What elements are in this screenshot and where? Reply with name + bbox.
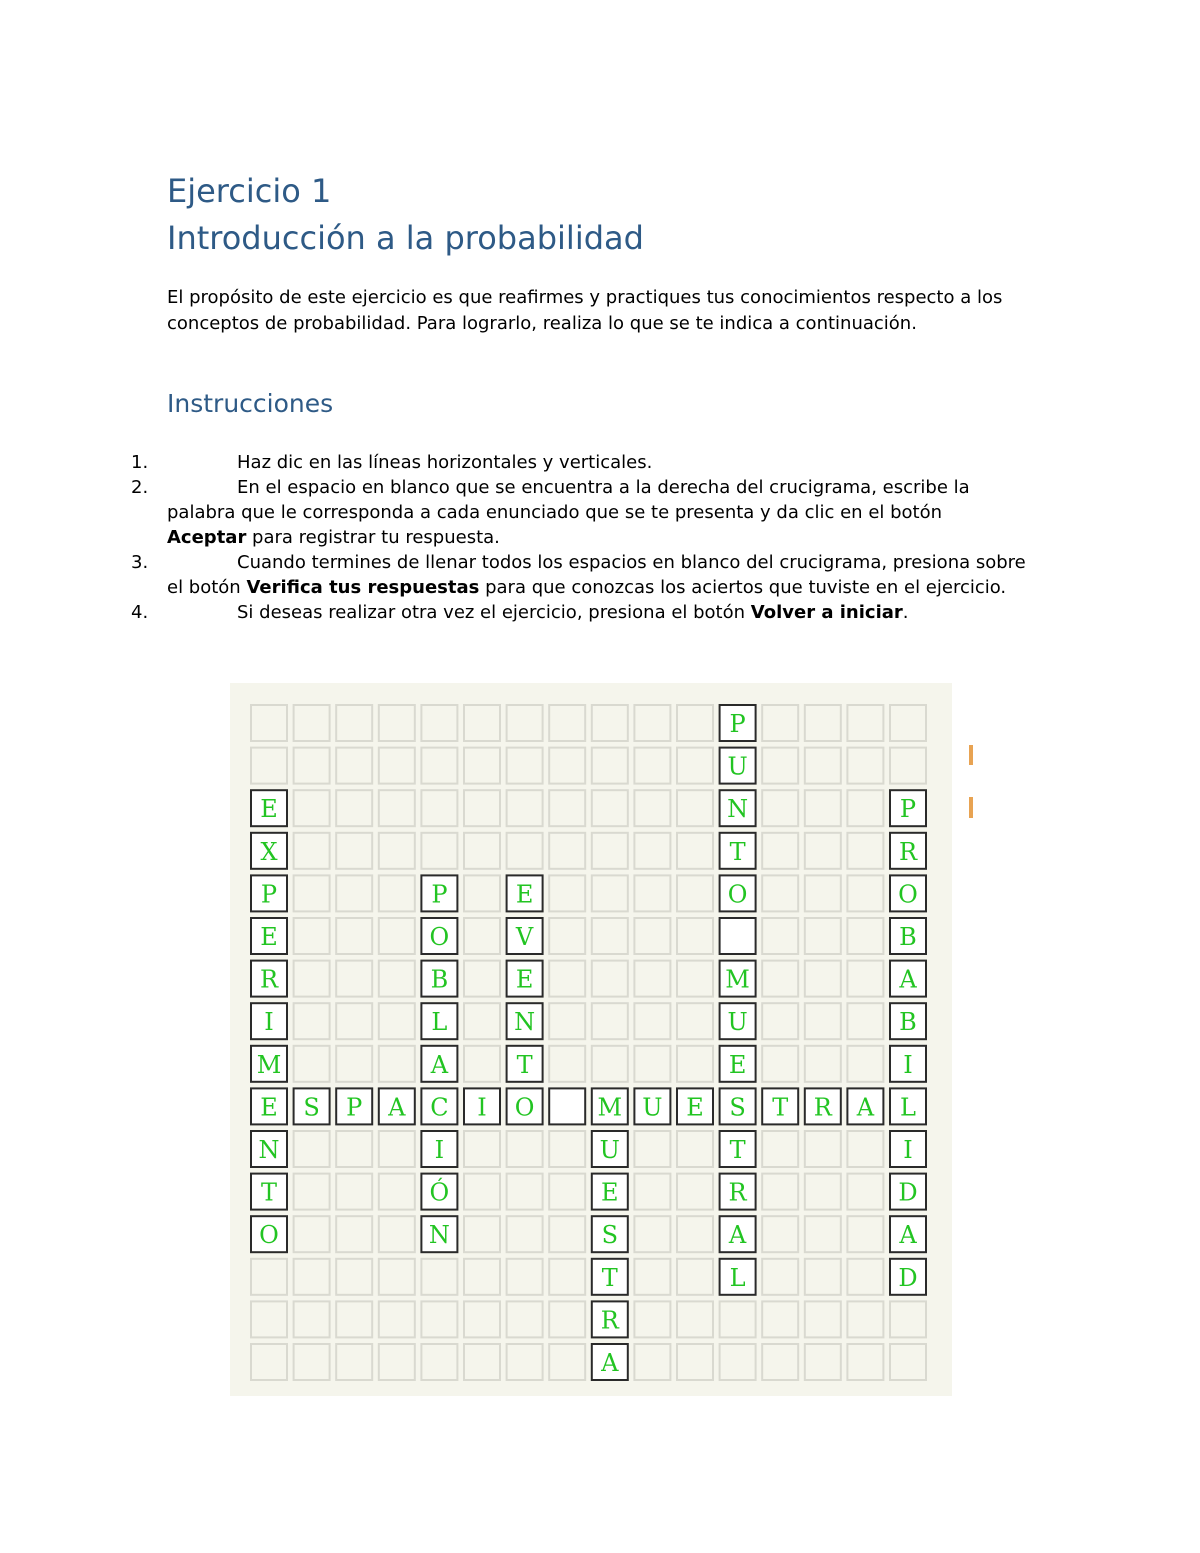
- crossword-letter: I: [264, 1008, 274, 1037]
- crossword-empty-cell[interactable]: [294, 705, 330, 741]
- crossword-empty-cell[interactable]: [634, 705, 670, 741]
- crossword-empty-cell[interactable]: [464, 875, 500, 911]
- crossword-empty-cell[interactable]: [379, 961, 415, 997]
- crossword-empty-cell[interactable]: [677, 1003, 713, 1039]
- crossword-empty-cell[interactable]: [847, 1174, 883, 1210]
- crossword-empty-cell[interactable]: [549, 790, 585, 826]
- crossword-empty-cell[interactable]: [294, 875, 330, 911]
- crossword-empty-cell[interactable]: [336, 918, 372, 954]
- exercise-subtitle: Introducción a la probabilidad: [167, 219, 644, 257]
- crossword-empty-cell[interactable]: [507, 1131, 543, 1167]
- crossword-empty-cell[interactable]: [805, 875, 841, 911]
- crossword-empty-cell[interactable]: [762, 1259, 798, 1295]
- crossword-empty-cell[interactable]: [762, 1174, 798, 1210]
- crossword-empty-cell[interactable]: [464, 918, 500, 954]
- crossword-empty-cell[interactable]: [336, 1046, 372, 1082]
- crossword-empty-cell[interactable]: [762, 1301, 798, 1337]
- crossword-letter: M: [725, 965, 750, 994]
- crossword-empty-cell[interactable]: [805, 790, 841, 826]
- crossword-empty-cell[interactable]: [464, 833, 500, 869]
- crossword-empty-cell[interactable]: [677, 1301, 713, 1337]
- crossword-empty-cell[interactable]: [507, 1259, 543, 1295]
- crossword-letter: I: [903, 1050, 913, 1079]
- crossword-letter: A: [601, 1349, 619, 1377]
- crossword-empty-cell[interactable]: [379, 1131, 415, 1167]
- crossword-empty-cell[interactable]: [379, 1216, 415, 1252]
- crossword-empty-cell[interactable]: [464, 705, 500, 741]
- crossword-empty-cell[interactable]: [421, 1301, 457, 1337]
- instructions-heading: Instrucciones: [167, 389, 334, 418]
- crossword-empty-cell[interactable]: [379, 705, 415, 741]
- crossword-empty-cell[interactable]: [677, 875, 713, 911]
- crossword-empty-cell[interactable]: [549, 1131, 585, 1167]
- crossword-empty-cell[interactable]: [634, 748, 670, 784]
- crossword-empty-cell[interactable]: [549, 1003, 585, 1039]
- crossword-letter: A: [899, 1221, 917, 1250]
- crossword-panel: [230, 683, 952, 1396]
- crossword-letter: N: [514, 1008, 536, 1037]
- crossword-empty-cell[interactable]: [336, 1131, 372, 1167]
- crossword-empty-cell[interactable]: [677, 833, 713, 869]
- crossword-empty-cell[interactable]: [762, 705, 798, 741]
- crossword-empty-cell[interactable]: [294, 1301, 330, 1337]
- crossword-letter: U: [727, 752, 748, 781]
- crossword-letter: U: [642, 1093, 663, 1122]
- crossword-empty-cell[interactable]: [762, 790, 798, 826]
- crossword-empty-cell[interactable]: [336, 1003, 372, 1039]
- crossword-empty-cell[interactable]: [336, 833, 372, 869]
- crossword-empty-cell[interactable]: [336, 1174, 372, 1210]
- crossword-letter: P: [729, 710, 746, 738]
- crossword-empty-cell[interactable]: [336, 875, 372, 911]
- crossword-empty-cell[interactable]: [464, 748, 500, 784]
- crossword-empty-cell[interactable]: [294, 748, 330, 784]
- crossword-empty-cell[interactable]: [805, 918, 841, 954]
- crossword-empty-cell[interactable]: [251, 1344, 287, 1380]
- crossword-letter: V: [515, 923, 534, 951]
- instruction-item: [0, 475, 1100, 550]
- crossword-empty-cell[interactable]: [592, 748, 628, 784]
- crossword-empty-cell[interactable]: [677, 1046, 713, 1082]
- crossword-empty-cell[interactable]: [549, 918, 585, 954]
- crossword-empty-cell[interactable]: [890, 748, 926, 784]
- crossword-letter: R: [600, 1306, 619, 1335]
- crossword-empty-cell[interactable]: [762, 1216, 798, 1252]
- instruction-text: Si deseas realizar otra vez el ejercicio, presiona el botón Volver a iniciar.: [237, 602, 909, 623]
- crossword-empty-cell[interactable]: [720, 1301, 756, 1337]
- crossword-empty-cell[interactable]: [294, 961, 330, 997]
- crossword-letter: R: [259, 965, 279, 994]
- crossword-empty-cell[interactable]: [294, 1131, 330, 1167]
- crossword-letter: B: [430, 965, 449, 994]
- crossword-letter: P: [899, 795, 917, 824]
- crossword-letter: T: [729, 1136, 746, 1164]
- instruction-number: 3.: [131, 552, 149, 573]
- crossword-empty-cell[interactable]: [507, 1301, 543, 1337]
- crossword-empty-cell[interactable]: [464, 1301, 500, 1337]
- crossword-empty-cell[interactable]: [677, 1174, 713, 1210]
- crossword-empty-cell[interactable]: [251, 705, 287, 741]
- crossword-empty-cell[interactable]: [336, 790, 372, 826]
- crossword-empty-cell[interactable]: [592, 918, 628, 954]
- crossword-empty-cell[interactable]: [507, 1174, 543, 1210]
- instruction-item: [0, 450, 1100, 475]
- crossword-letter: L: [431, 1008, 448, 1037]
- crossword-grid[interactable]: [230, 683, 952, 1396]
- crossword-empty-cell[interactable]: [379, 1174, 415, 1210]
- crossword-letter: T: [729, 837, 746, 866]
- crossword-letter: C: [430, 1093, 449, 1122]
- crossword-empty-cell[interactable]: [464, 1003, 500, 1039]
- crossword-empty-cell[interactable]: [847, 1344, 883, 1380]
- crossword-empty-cell[interactable]: [677, 1259, 713, 1295]
- crossword-empty-cell[interactable]: [336, 1301, 372, 1337]
- crossword-empty-cell[interactable]: [549, 1301, 585, 1337]
- crossword-empty-cell[interactable]: [634, 1259, 670, 1295]
- crossword-letter-cell[interactable]: [720, 918, 756, 954]
- crossword-empty-cell[interactable]: [549, 1259, 585, 1295]
- crossword-empty-cell[interactable]: [634, 1216, 670, 1252]
- crossword-letter: Ó: [429, 1178, 450, 1207]
- crossword-letter: E: [260, 923, 278, 951]
- crossword-letter: O: [898, 880, 918, 909]
- crossword-letter: S: [729, 1093, 746, 1122]
- crossword-empty-cell[interactable]: [890, 705, 926, 741]
- crossword-empty-cell[interactable]: [762, 833, 798, 869]
- crossword-empty-cell[interactable]: [592, 705, 628, 741]
- crossword-empty-cell[interactable]: [592, 961, 628, 997]
- instructions-list: [0, 450, 1100, 625]
- crossword-empty-cell[interactable]: [421, 705, 457, 741]
- instruction-number: 1.: [131, 452, 149, 473]
- crossword-empty-cell[interactable]: [847, 1216, 883, 1252]
- crossword-letter: S: [601, 1221, 619, 1250]
- crossword-letter: I: [903, 1136, 913, 1164]
- crossword-letter: N: [258, 1136, 280, 1164]
- crossword-empty-cell[interactable]: [805, 748, 841, 784]
- crossword-empty-cell[interactable]: [762, 1131, 798, 1167]
- crossword-empty-cell[interactable]: [634, 918, 670, 954]
- crossword-empty-cell[interactable]: [677, 961, 713, 997]
- crossword-empty-cell[interactable]: [379, 875, 415, 911]
- crossword-letter: O: [259, 1221, 279, 1250]
- crossword-letter: E: [686, 1093, 704, 1122]
- crossword-letter: A: [899, 965, 917, 994]
- crossword-empty-cell[interactable]: [464, 1216, 500, 1252]
- crossword-empty-cell[interactable]: [762, 1344, 798, 1380]
- crossword-empty-cell[interactable]: [677, 918, 713, 954]
- crossword-empty-cell[interactable]: [379, 748, 415, 784]
- crossword-empty-cell[interactable]: [379, 833, 415, 869]
- crossword-empty-cell[interactable]: [294, 1003, 330, 1039]
- crossword-empty-cell[interactable]: [847, 1301, 883, 1337]
- crossword-letter: T: [601, 1263, 618, 1292]
- crossword-empty-cell[interactable]: [336, 748, 372, 784]
- crossword-empty-cell[interactable]: [762, 961, 798, 997]
- crossword-letter: O: [514, 1093, 535, 1122]
- crossword-letter: U: [727, 1008, 748, 1037]
- crossword-empty-cell[interactable]: [464, 790, 500, 826]
- crossword-letter: T: [772, 1093, 789, 1122]
- crossword-empty-cell[interactable]: [762, 748, 798, 784]
- crossword-letter: D: [898, 1178, 918, 1207]
- crossword-empty-cell[interactable]: [847, 961, 883, 997]
- crossword-empty-cell[interactable]: [847, 1259, 883, 1295]
- crossword-empty-cell[interactable]: [677, 790, 713, 826]
- crossword-empty-cell[interactable]: [294, 833, 330, 869]
- crossword-empty-cell[interactable]: [634, 790, 670, 826]
- crossword-empty-cell[interactable]: [379, 1259, 415, 1295]
- crossword-empty-cell[interactable]: [549, 1216, 585, 1252]
- crossword-letter: N: [727, 795, 749, 824]
- crossword-empty-cell[interactable]: [677, 705, 713, 741]
- crossword-empty-cell[interactable]: [634, 1046, 670, 1082]
- crossword-empty-cell[interactable]: [847, 833, 883, 869]
- instruction-text: Haz dic en las líneas horizontales y verticales.: [237, 452, 653, 473]
- crossword-letter: M: [256, 1050, 282, 1079]
- crossword-empty-cell[interactable]: [379, 1003, 415, 1039]
- crossword-letter-cell[interactable]: [549, 1088, 585, 1124]
- crossword-empty-cell[interactable]: [464, 1131, 500, 1167]
- crossword-letter: B: [899, 1008, 917, 1037]
- crossword-empty-cell[interactable]: [634, 961, 670, 997]
- crossword-empty-cell[interactable]: [805, 1301, 841, 1337]
- crossword-letter: E: [515, 965, 534, 994]
- crossword-empty-cell[interactable]: [805, 1003, 841, 1039]
- crossword-letter: X: [260, 837, 278, 866]
- crossword-empty-cell[interactable]: [336, 1344, 372, 1380]
- crossword-letter: P: [260, 880, 278, 909]
- instruction-text: En el espacio en blanco que se encuentra a la derecha del crucigrama, escribe la palabra que le corresponda a cada enunciado que se te presenta y da clic en el botón Aceptar para registrar tu respuesta.: [167, 477, 970, 548]
- crossword-empty-cell[interactable]: [805, 705, 841, 741]
- crossword-empty-cell[interactable]: [294, 1216, 330, 1252]
- crossword-letter: L: [729, 1263, 746, 1292]
- crossword-empty-cell[interactable]: [294, 1344, 330, 1380]
- restart-button-label: Volver a iniciar: [750, 602, 903, 623]
- crossword-empty-cell[interactable]: [507, 705, 543, 741]
- crossword-empty-cell[interactable]: [379, 918, 415, 954]
- crossword-empty-cell[interactable]: [847, 875, 883, 911]
- crossword-empty-cell[interactable]: [464, 961, 500, 997]
- crossword-empty-cell[interactable]: [421, 748, 457, 784]
- crossword-empty-cell[interactable]: [762, 1046, 798, 1082]
- crossword-empty-cell[interactable]: [294, 1174, 330, 1210]
- crossword-letter: E: [260, 795, 278, 824]
- crossword-letter: P: [346, 1093, 363, 1122]
- crossword-empty-cell[interactable]: [507, 833, 543, 869]
- crossword-empty-cell[interactable]: [634, 833, 670, 869]
- crossword-letter: T: [516, 1050, 533, 1079]
- crossword-letter: P: [431, 880, 448, 909]
- crossword-empty-cell[interactable]: [549, 961, 585, 997]
- crossword-letter: I: [477, 1093, 487, 1122]
- crossword-empty-cell[interactable]: [634, 1131, 670, 1167]
- instruction-number: 4.: [131, 602, 149, 623]
- instruction-item: [0, 600, 1100, 625]
- crossword-empty-cell[interactable]: [251, 1301, 287, 1337]
- intro-paragraph: El propósito de este ejercicio es que reafirmes y practiques tus conocimientos respecto a los conceptos de probabilidad. Para lograrlo, realiza lo que se te indica a continuación.: [167, 287, 1003, 334]
- crossword-empty-cell[interactable]: [336, 1259, 372, 1295]
- crossword-empty-cell[interactable]: [677, 1344, 713, 1380]
- crossword-empty-cell[interactable]: [890, 1301, 926, 1337]
- crossword-empty-cell[interactable]: [379, 1301, 415, 1337]
- crossword-empty-cell[interactable]: [847, 918, 883, 954]
- crossword-empty-cell[interactable]: [549, 748, 585, 784]
- crossword-empty-cell[interactable]: [847, 1046, 883, 1082]
- crossword-empty-cell[interactable]: [677, 1131, 713, 1167]
- crossword-letter: I: [434, 1136, 445, 1164]
- crossword-empty-cell[interactable]: [762, 1003, 798, 1039]
- crossword-empty-cell[interactable]: [634, 1003, 670, 1039]
- crossword-empty-cell[interactable]: [805, 833, 841, 869]
- crossword-empty-cell[interactable]: [294, 918, 330, 954]
- crossword-letter: A: [856, 1093, 875, 1122]
- crossword-empty-cell[interactable]: [634, 1301, 670, 1337]
- crossword-empty-cell[interactable]: [592, 790, 628, 826]
- crossword-letter: N: [428, 1221, 450, 1250]
- crossword-empty-cell[interactable]: [421, 1344, 457, 1380]
- crossword-empty-cell[interactable]: [464, 1046, 500, 1082]
- accept-button-label: Aceptar: [167, 527, 247, 548]
- crossword-empty-cell[interactable]: [805, 1174, 841, 1210]
- crossword-empty-cell[interactable]: [762, 875, 798, 911]
- crossword-empty-cell[interactable]: [634, 1344, 670, 1380]
- crossword-letter: E: [515, 880, 534, 909]
- crossword-letter: O: [727, 880, 748, 909]
- crossword-empty-cell[interactable]: [549, 1046, 585, 1082]
- crossword-empty-cell[interactable]: [421, 833, 457, 869]
- crossword-empty-cell[interactable]: [336, 1216, 372, 1252]
- crossword-empty-cell[interactable]: [549, 1174, 585, 1210]
- crossword-empty-cell[interactable]: [336, 961, 372, 997]
- crossword-letter: E: [601, 1178, 619, 1207]
- crossword-letter: D: [898, 1263, 918, 1292]
- crossword-empty-cell[interactable]: [507, 1216, 543, 1252]
- crossword-empty-cell[interactable]: [890, 1344, 926, 1380]
- crossword-empty-cell[interactable]: [592, 875, 628, 911]
- crossword-letter: O: [429, 923, 450, 951]
- crossword-empty-cell[interactable]: [677, 748, 713, 784]
- crossword-empty-cell[interactable]: [549, 875, 585, 911]
- crossword-empty-cell[interactable]: [294, 1046, 330, 1082]
- crossword-empty-cell[interactable]: [847, 1131, 883, 1167]
- crossword-empty-cell[interactable]: [464, 1259, 500, 1295]
- crossword-empty-cell[interactable]: [379, 1046, 415, 1082]
- crossword-empty-cell[interactable]: [847, 790, 883, 826]
- crossword-letter: E: [260, 1093, 278, 1122]
- crossword-empty-cell[interactable]: [549, 833, 585, 869]
- crossword-empty-cell[interactable]: [294, 790, 330, 826]
- crossword-empty-cell[interactable]: [592, 833, 628, 869]
- crossword-empty-cell[interactable]: [592, 1003, 628, 1039]
- crossword-empty-cell[interactable]: [507, 748, 543, 784]
- crossword-empty-cell[interactable]: [336, 705, 372, 741]
- crossword-letter: R: [898, 837, 918, 866]
- crossword-empty-cell[interactable]: [379, 1344, 415, 1380]
- crossword-empty-cell[interactable]: [805, 1046, 841, 1082]
- instruction-number: 2.: [131, 477, 149, 498]
- crossword-empty-cell[interactable]: [805, 961, 841, 997]
- crossword-empty-cell[interactable]: [549, 1344, 585, 1380]
- crossword-empty-cell[interactable]: [634, 875, 670, 911]
- crossword-empty-cell[interactable]: [421, 790, 457, 826]
- instruction-text: Cuando termines de llenar todos los espacios en blanco del crucigrama, presiona sobre el botón Verifica tus respuestas para que conozcas los aciertos que tuviste en el ejercicio.: [167, 552, 1026, 598]
- crossword-empty-cell[interactable]: [507, 790, 543, 826]
- crossword-empty-cell[interactable]: [805, 1344, 841, 1380]
- crossword-letter: E: [728, 1050, 747, 1079]
- crossword-letter: A: [728, 1221, 747, 1250]
- crossword-letter: A: [430, 1050, 449, 1079]
- crossword-letter: R: [728, 1178, 747, 1207]
- crossword-empty-cell[interactable]: [592, 1046, 628, 1082]
- crossword-letter: S: [303, 1093, 320, 1122]
- exercise-title: Ejercicio 1: [167, 172, 332, 210]
- crossword-empty-cell[interactable]: [251, 1259, 287, 1295]
- crossword-letter: M: [597, 1093, 623, 1122]
- crossword-empty-cell[interactable]: [720, 1344, 756, 1380]
- crossword-letter: B: [899, 923, 917, 951]
- crossword-empty-cell[interactable]: [421, 1259, 457, 1295]
- crossword-empty-cell[interactable]: [677, 1216, 713, 1252]
- crossword-empty-cell[interactable]: [507, 1344, 543, 1380]
- crossword-letter: L: [900, 1093, 916, 1122]
- crossword-empty-cell[interactable]: [847, 748, 883, 784]
- crossword-letter: U: [599, 1136, 620, 1164]
- verify-button-label: Verifica tus respuestas: [246, 577, 480, 598]
- crossword-empty-cell[interactable]: [251, 748, 287, 784]
- crossword-empty-cell[interactable]: [464, 1174, 500, 1210]
- crossword-empty-cell[interactable]: [464, 1344, 500, 1380]
- clipped-clue-marker: [969, 797, 973, 818]
- crossword-letter: T: [260, 1178, 278, 1207]
- crossword-letter: R: [813, 1093, 832, 1122]
- crossword-empty-cell[interactable]: [847, 705, 883, 741]
- clipped-clue-marker: [969, 745, 973, 765]
- crossword-empty-cell[interactable]: [634, 1174, 670, 1210]
- crossword-empty-cell[interactable]: [762, 918, 798, 954]
- instruction-item: [0, 550, 1100, 600]
- crossword-empty-cell[interactable]: [847, 1003, 883, 1039]
- crossword-empty-cell[interactable]: [805, 1131, 841, 1167]
- crossword-empty-cell[interactable]: [549, 705, 585, 741]
- crossword-empty-cell[interactable]: [805, 1259, 841, 1295]
- crossword-empty-cell[interactable]: [805, 1216, 841, 1252]
- crossword-empty-cell[interactable]: [379, 790, 415, 826]
- crossword-letter: A: [388, 1093, 406, 1122]
- crossword-empty-cell[interactable]: [294, 1259, 330, 1295]
